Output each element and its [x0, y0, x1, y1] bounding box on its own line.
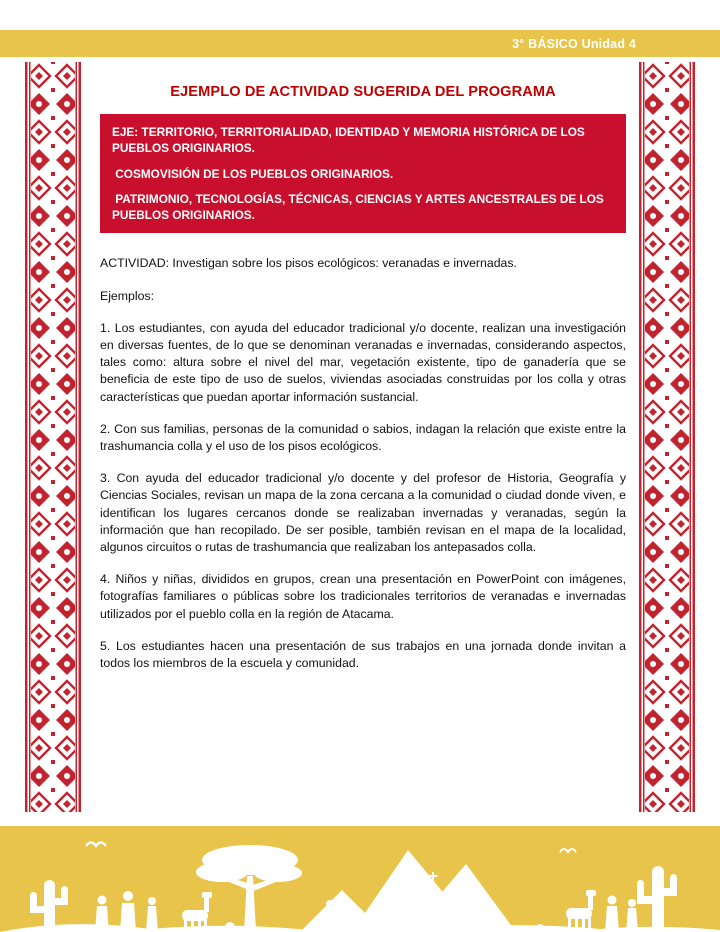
example-paragraph-4: 4. Niños y niñas, divididos en grupos, crean una presentación en PowerPoint con imágenes, fotografías familiares o públicas sobre los tradicionales territorios de veranadas e invernadas utilizados por el pueblo colla en la región de Atacama. — [100, 572, 626, 621]
example-paragraph-1: 1. Los estudiantes, con ayuda del educador tradicional y/o docente, realizan una investigación en diversas fuentes, de lo que se denominan veranadas e invernadas, considerando aspectos, tales como: altura sobre el nivel del mar, vegetación existente, tipo de ganadería que se beneficia de este tipo de uso de suelos, viviendas asociadas construidas por los colla y otras características que puedan aportar información sustancial. — [100, 320, 626, 404]
activity-body — [100, 255, 626, 672]
example-paragraph-3: 3. Con ayuda del educador tradicional y/o docente y del profesor de Historia, Geografía y Ciencias Sociales, revisan un mapa de la zona cercana a la comunidad o ciudad donde viven, e identifican los lugares cercanos donde se realizaban invernadas y veranadas, según la información que han recopilado. De ser posible, también revisan en el mapa de la localidad, algunos circuitos o rutas de trashumancia que realizaban los antepasados colla. — [100, 471, 626, 554]
textile-pattern-left-icon — [25, 62, 81, 812]
example-paragraph-2: 2. Con sus familias, personas de la comunidad o sabios, indagan la relación que existe entre la trashumancia colla y el uso de los pisos ecológicos. — [100, 421, 626, 453]
eje-box — [100, 114, 626, 233]
examples-label: Ejemplos: — [100, 288, 154, 303]
unit-badge: 3° BÁSICO Unidad 4 — [512, 36, 636, 51]
textile-pattern-right-icon — [639, 62, 695, 812]
top-bar — [0, 30, 720, 57]
example-paragraph-5: 5. Los estudiantes hacen una presentación de sus trabajos en una jornada donde invitan a todos los miembros de la escuela y comunidad. — [100, 638, 626, 670]
activity-statement: ACTIVIDAD: Investigan sobre los pisos ecológicos: veranadas e invernadas. — [100, 256, 517, 271]
main-content — [100, 84, 626, 687]
eje-line: COSMOVISIÓN DE LOS PUEBLOS ORIGINARIOS. — [112, 166, 394, 181]
eje-line: EJE: TERRITORIO, TERRITORIALIDAD, IDENTIDAD Y MEMORIA HISTÓRICA DE LOS PUEBLOS ORIGINARIOS. — [112, 125, 589, 156]
footer-landscape-illustration — [0, 826, 720, 932]
textile-border-left — [25, 62, 81, 812]
textile-border-right — [639, 62, 695, 812]
page-title: EJEMPLO DE ACTIVIDAD SUGERIDA DEL PROGRAMA — [170, 84, 556, 100]
footer-band — [0, 826, 720, 932]
eje-line: PATRIMONIO, TECNOLOGÍAS, TÉCNICAS, CIENCIAS Y ARTES ANCESTRALES DE LOS PUEBLOS ORIGINARIOS. — [112, 191, 608, 223]
